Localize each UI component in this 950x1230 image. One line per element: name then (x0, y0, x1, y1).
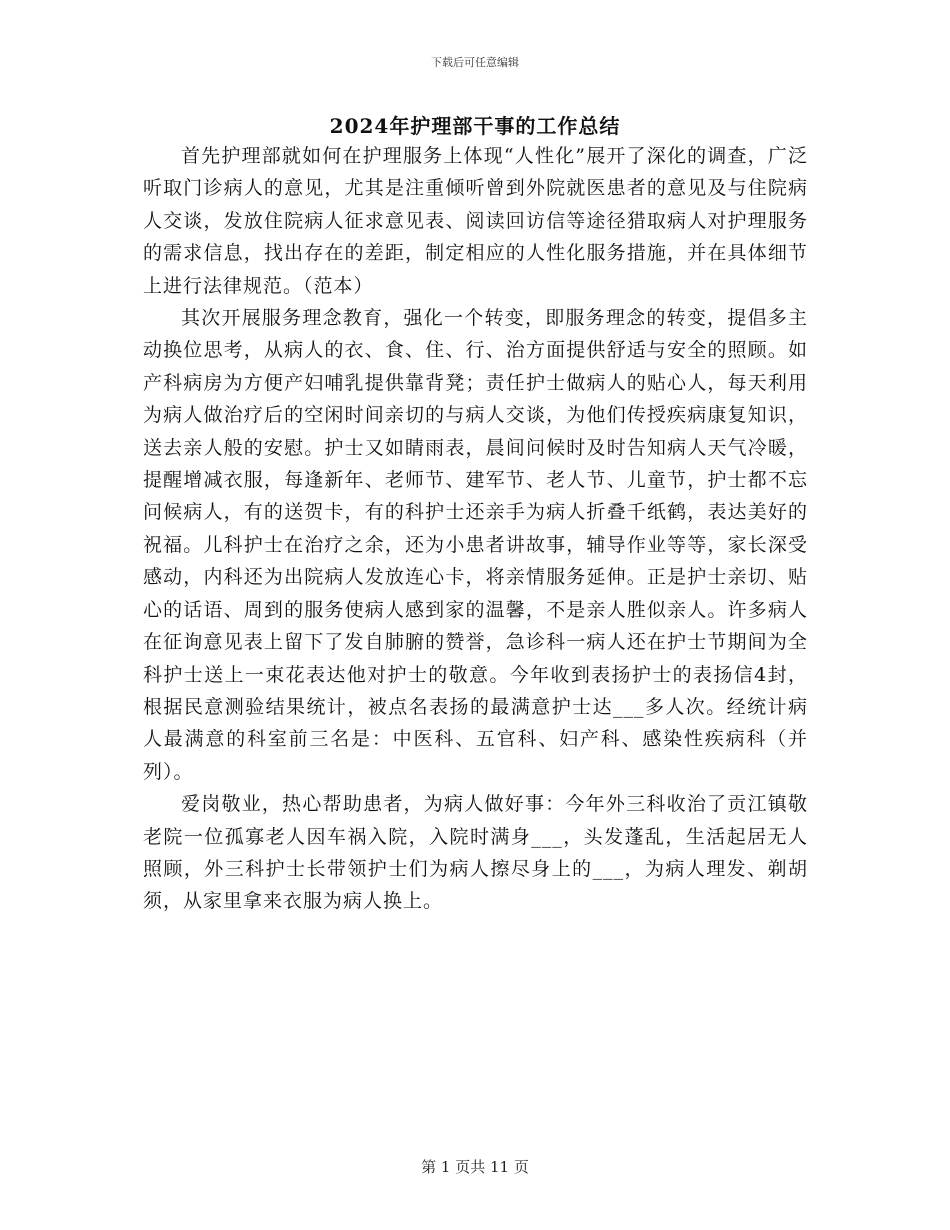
paragraph-1: 首先护理部就如何在护理服务上体现“人性化”展开了深化的调查，广泛听取门诊病人的意见，尤其是注重倾听曾到外院就医患者的意见及与住院病人交谈，发放住院病人征求意见表、阅读回访信等途径猎取病人对护理服务的需求信息，找出存在的差距，制定相应的人性化服务措施，并在具体细节上进行法律规范。（范本） (143, 145, 808, 297)
paragraph-2: 其次开展服务理念教育，强化一个转变，即服务理念的转变，提倡多主动换位思考，从病人的衣、食、住、行、治方面提供舒适与安全的照顾。如产科病房为方便产妇哺乳提供靠背凳；责任护士做病人的贴心人，每天利用为病人做治疗后的空闲时间亲切的与病人交谈，为他们传授疾病康复知识，送去亲人般的安慰。护士又如睛雨表，晨间问候时及时告知病人天气冷暖，提醒增减衣服，每逢新年、老师节、建军节、老人节、儿童节，护士都不忘问候病人，有的送贺卡，有的科护士还亲手为病人折叠千纸鹤，表达美好的祝福。儿科护士在治疗之余，还为小患者讲故事，辅导作业等等，家长深受感动，内科还为出院病人发放连心卡，将亲情服务延伸。正是护士亲切、贴心的话语、周到的服务使病人感到家的温馨，不是亲人胜似亲人。许多病人在征询意见表上留下了发自肺腑的赞誉，急诊科一病人还在护士节期间为全科护士送上一束花表达他对护士的敬意。今年收到表扬护士的表扬信4封，根据民意测验结果统计，被点名表扬的最满意护士达___多人次。经统计病人最满意的科室前三名是：中医科、五官科、妇产科、感染性疾病科（并列）。 (143, 307, 808, 783)
page-number: 第 1 页共 11 页 (421, 1158, 529, 1176)
header-note: 下载后可任意编辑 (431, 56, 519, 69)
document-title: 2024年护理部干事的工作总结 (329, 114, 621, 138)
document-body (143, 140, 808, 918)
paragraph-3: 爱岗敬业，热心帮助患者，为病人做好事：今年外三科收治了贡江镇敬老院一位孤寡老人因车祸入院，入院时满身___，头发蓬乱，生活起居无人照顾，外三科护士长带领护士们为病人擦尽身上的___，为病人理发、剃胡须，从家里拿来衣服为病人换上。 (143, 793, 808, 913)
